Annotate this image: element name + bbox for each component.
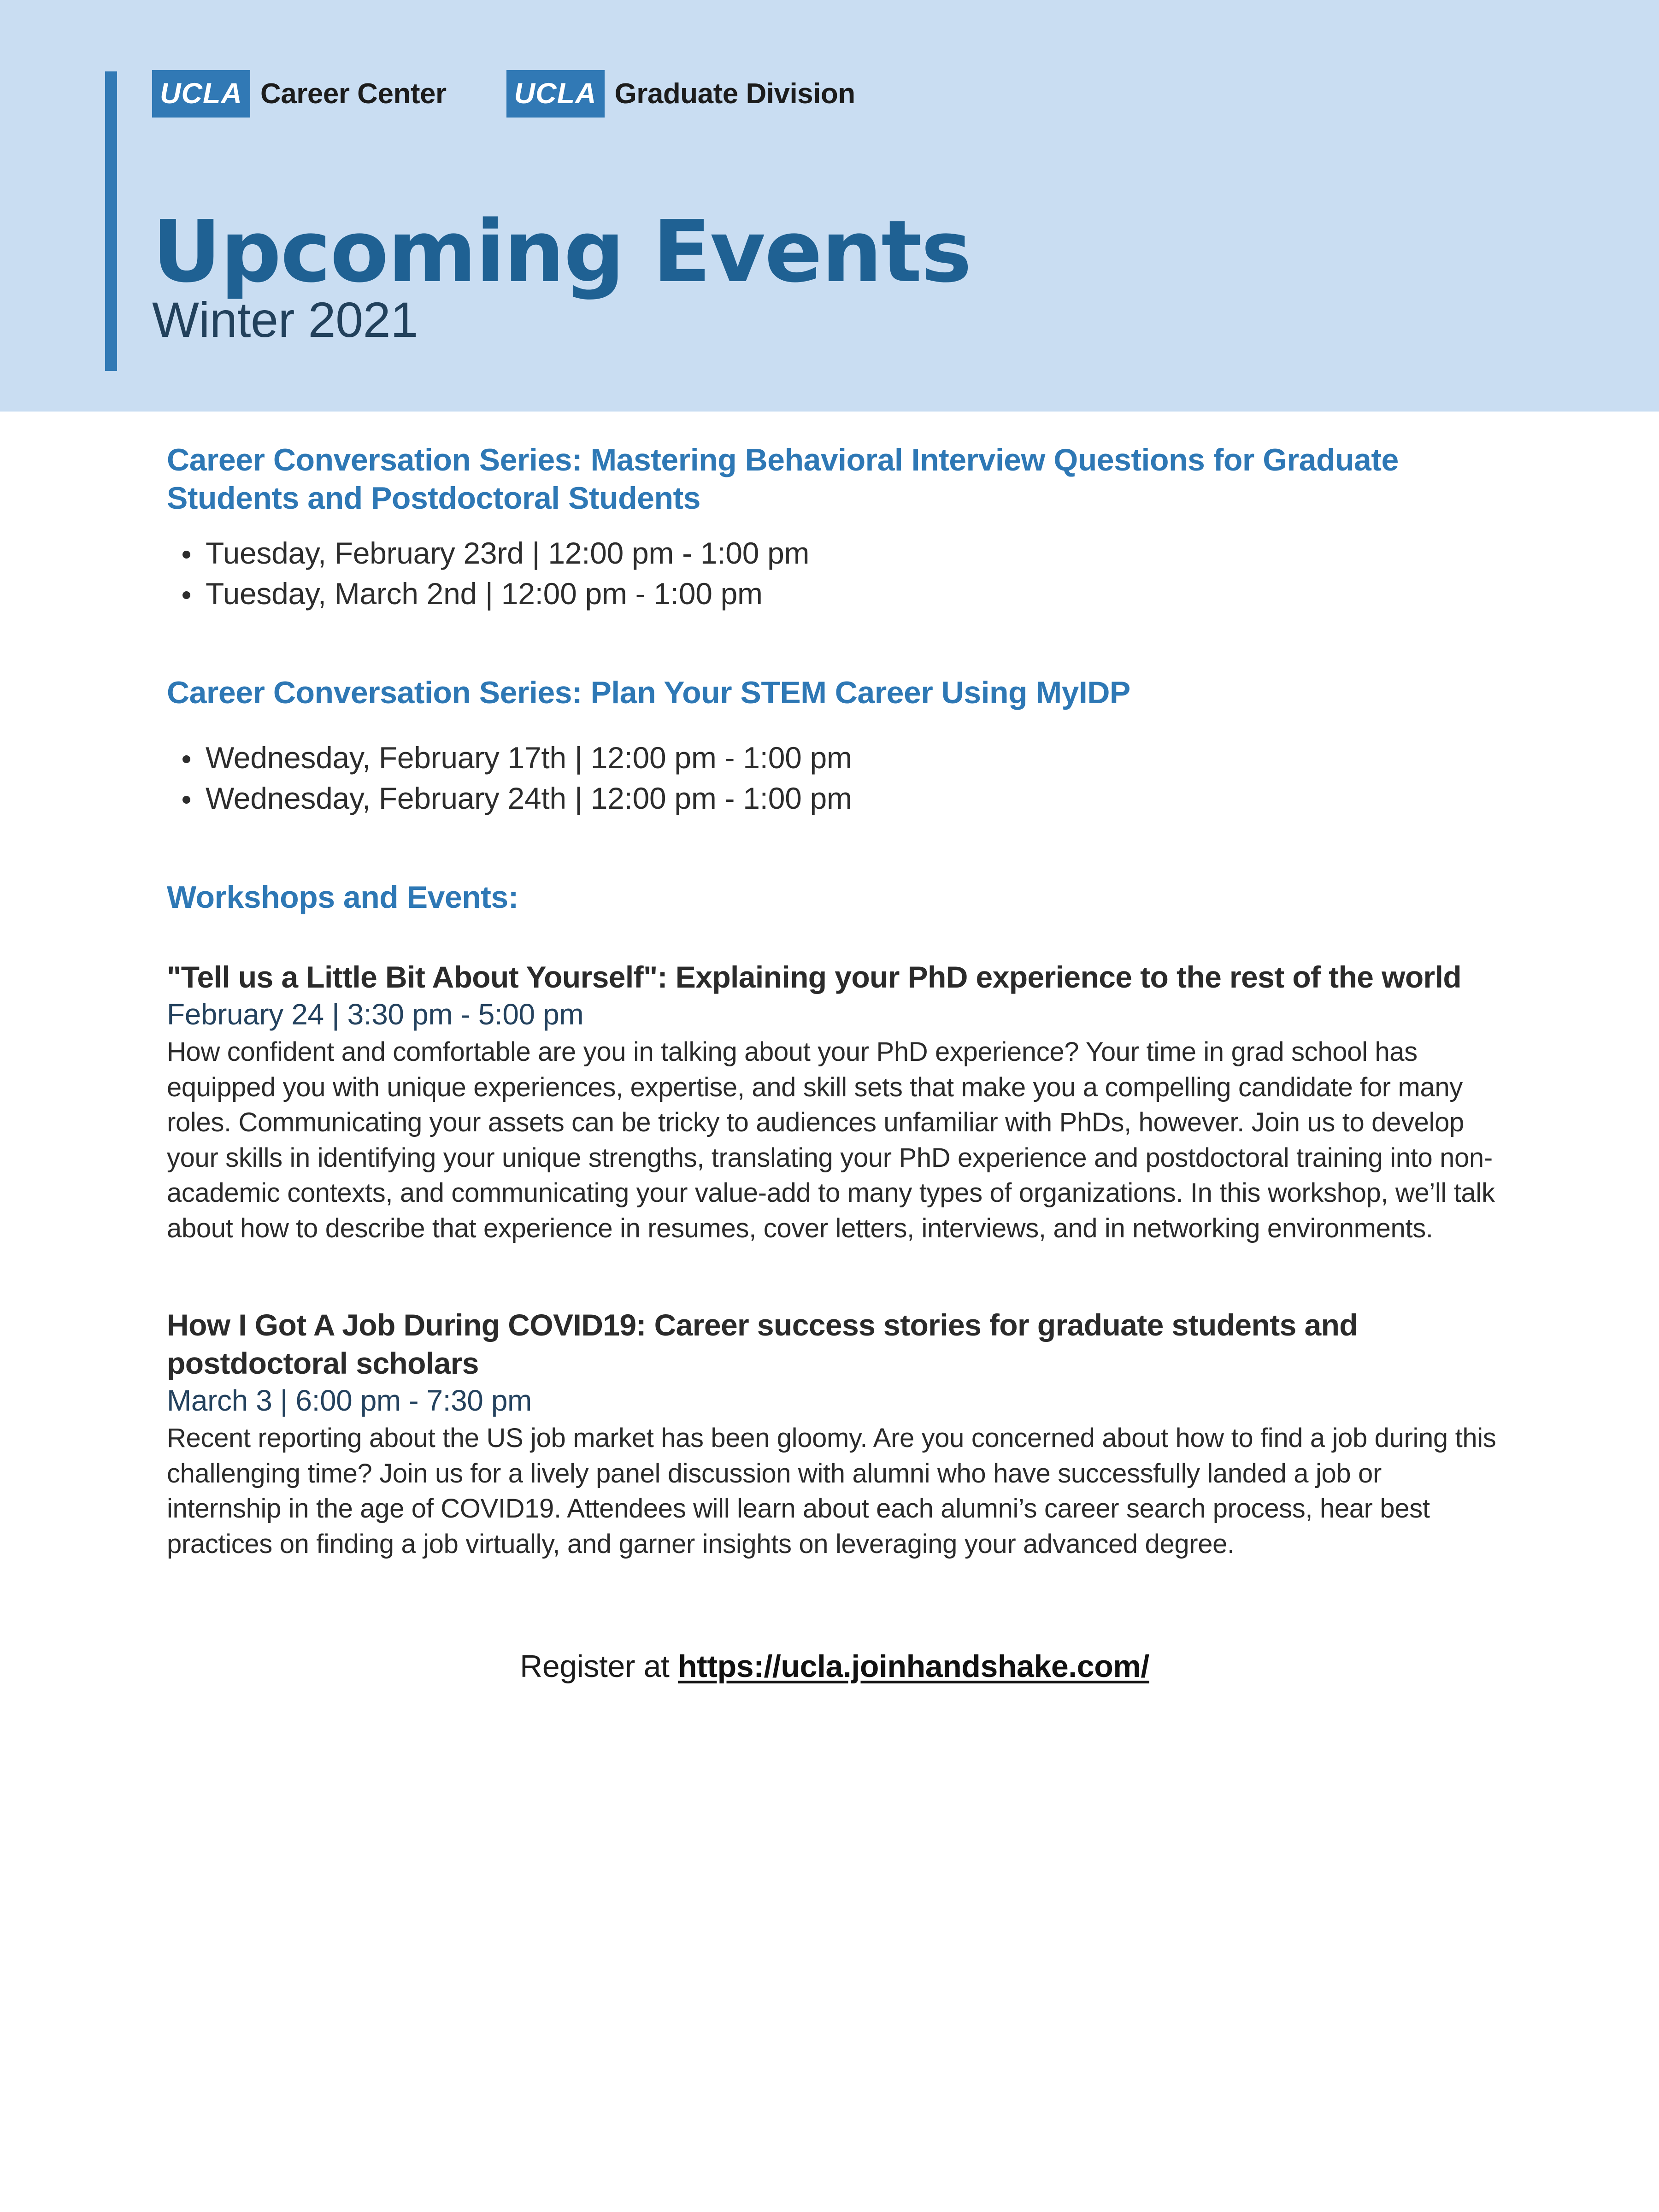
logo-unit-name-graduate-division: Graduate Division <box>614 78 855 110</box>
list-item: Tuesday, February 23rd | 12:00 pm - 1:00 pm <box>167 533 1502 574</box>
event-block-tell-us-about-yourself <box>167 958 1502 1247</box>
spacer <box>167 412 1502 441</box>
handshake-register-link[interactable]: https://ucla.joinhandshake.com/ <box>678 1649 1149 1684</box>
event-title: How I Got A Job During COVID19: Career success stories for graduate students and postdoctoral scholars <box>167 1308 1358 1380</box>
main-content <box>0 412 1659 1684</box>
register-label: Register at <box>520 1649 678 1684</box>
register-footer <box>167 1648 1502 1684</box>
event-datetime: March 3 | 6:00 pm - 7:30 pm <box>167 1384 532 1418</box>
workshops-section-heading: Workshops and Events: <box>167 879 518 915</box>
ucla-graduate-division-logo <box>506 70 855 118</box>
logo-row <box>152 70 855 118</box>
series-block-behavioral-interview <box>167 441 1502 614</box>
list-item: Wednesday, February 24th | 12:00 pm - 1:00 pm <box>167 778 1502 819</box>
list-item: Wednesday, February 17th | 12:00 pm - 1:00 pm <box>167 738 1502 778</box>
event-description: How confident and comfortable are you in talking about your PhD experience? Your time in grad school has equipped you with unique experiences, expertise, and skill sets that make you a compelling candidate for many roles. Communicating your assets can be tricky to audiences unfamiliar with PhDs, however. Join us to develop your skills in identifying your unique strengths, translating your PhD experience and postdoctoral training into non-academic contexts, and communicating your value-add to many types of organizations. In this workshop, we’ll talk about how to describe that experience in resumes, cover letters, interviews, and in networking environments. <box>167 1037 1495 1243</box>
event-block-how-i-got-a-job <box>167 1306 1502 1562</box>
series-heading: Career Conversation Series: Mastering Behavioral Interview Questions for Graduate Students and Postdoctoral Students <box>167 442 1399 516</box>
page-subtitle: Winter 2021 <box>152 292 418 347</box>
series-date-list <box>167 533 1502 614</box>
spacer <box>167 1246 1502 1306</box>
series-block-myidp <box>167 674 1502 818</box>
logo-unit-name-career-center: Career Center <box>260 78 447 110</box>
page-title: Upcoming Events <box>152 201 971 301</box>
event-description: Recent reporting about the US job market has been gloomy. Are you concerned about how to find a job during this challenging time? Join us for a lively panel discussion with alumni who have successfully landed a job or internship in the age of COVID19. Attendees will learn about each alumni’s career search process, hear best practices on finding a job virtually, and garner insights on leveraging your advanced degree. <box>167 1423 1496 1559</box>
header-banner <box>0 0 1659 412</box>
ucla-wordmark-icon: UCLA <box>506 70 605 118</box>
ucla-career-center-logo <box>152 70 447 118</box>
header-accent-bar <box>105 71 117 371</box>
series-heading: Career Conversation Series: Plan Your STEM Career Using MyIDP <box>167 675 1130 711</box>
list-item: Tuesday, March 2nd | 12:00 pm - 1:00 pm <box>167 574 1502 614</box>
spacer <box>167 614 1502 674</box>
event-title: "Tell us a Little Bit About Yourself": Explaining your PhD experience to the rest of the world <box>167 959 1462 994</box>
series-date-list <box>167 738 1502 819</box>
event-datetime: February 24 | 3:30 pm - 5:00 pm <box>167 998 584 1031</box>
spacer <box>167 819 1502 879</box>
ucla-wordmark-icon: UCLA <box>152 70 250 118</box>
